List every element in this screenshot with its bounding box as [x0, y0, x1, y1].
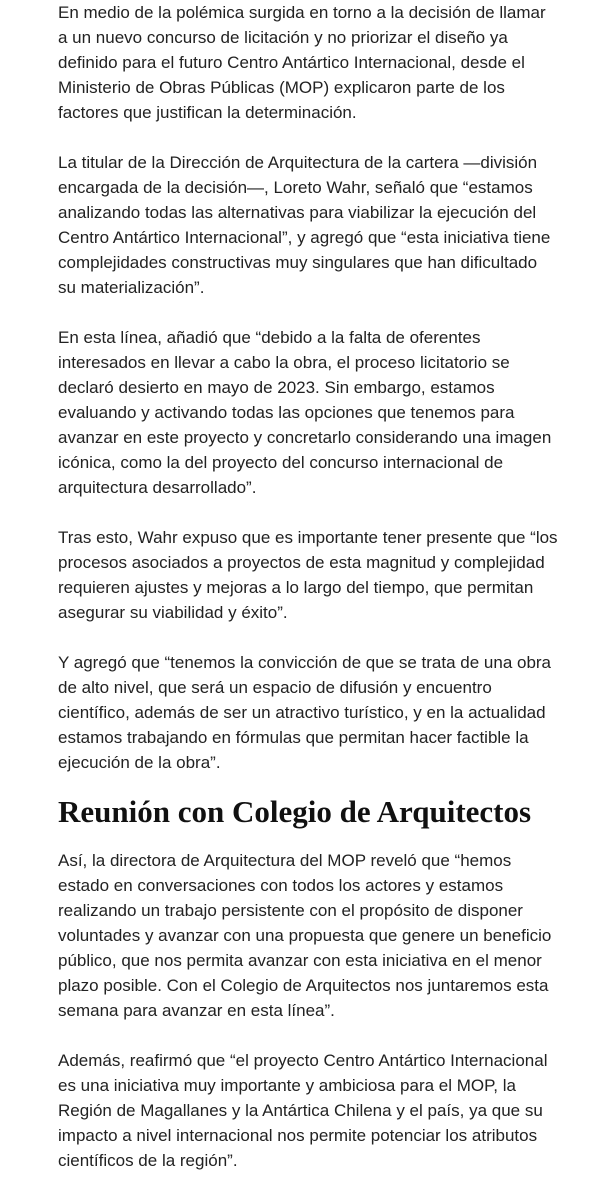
- paragraph-3: En esta línea, añadió que “debido a la falta de oferentes interesados en llevar a cabo la obra, el proceso licitatorio se declaró desierto en mayo de 2023. Sin embargo, estamos evaluando y activando todas las opciones que tenemos para avanzar en este proyecto y concretarlo considerando una imagen icónica, como la del proyecto del concurso internacional de arquitectura desarrollado”.: [58, 328, 552, 497]
- paragraph-6: Así, la directora de Arquitectura del MOP reveló que “hemos estado en conversaciones con todos los actores y estamos realizando un trabajo persistente con el propósito de disponer voluntades y avanzar con una propuesta que genere un beneficio público, que nos permita avanzar con esta iniciativa en el menor plazo posible. Con el Colegio de Arquitectos nos juntaremos esta semana para avanzar en esta línea”.: [58, 851, 552, 1020]
- paragraph-1: En medio de la polémica surgida en torno a la decisión de llamar a un nuevo concurso de licitación y no priorizar el diseño ya definido para el futuro Centro Antártico Internacional, desde el Ministerio de Obras Públicas (MOP) explicaron parte de los factores que justifican la determinación.: [58, 3, 546, 122]
- paragraph-2: La titular de la Dirección de Arquitectura de la cartera —división encargada de la decisión—, Loreto Wahr, señaló que “estamos analizando todas las alternativas para viabilizar la ejecución del Centro Antártico Internacional”, y agregó que “esta iniciativa tiene complejidades constructivas muy singulares que han dificultado su materialización”.: [58, 153, 551, 297]
- paragraph-5: Y agregó que “tenemos la convicción de que se trata de una obra de alto nivel, que será un espacio de difusión y encuentro científico, además de ser un atractivo turístico, y en la actualidad estamos trabajando en fórmulas que permitan hacer factible la ejecución de la obra”.: [58, 653, 552, 772]
- article-body: [58, 0, 558, 1173]
- paragraph-7: Además, reafirmó que “el proyecto Centro Antártico Internacional es una iniciativa muy importante y ambiciosa para el MOP, la Región de Magallanes y la Antártica Chilena y el país, ya que su impacto a nivel internacional nos permite potenciar los atributos científicos de la región”.: [58, 1051, 548, 1170]
- section-heading: Reunión con Colegio de Arquitectos: [58, 794, 532, 829]
- paragraph-4: Tras esto, Wahr expuso que es importante tener presente que “los procesos asociados a proyectos de esta magnitud y complejidad requieren ajustes y mejoras a lo largo del tiempo, que permitan asegurar su viabilidad y éxito”.: [58, 528, 558, 622]
